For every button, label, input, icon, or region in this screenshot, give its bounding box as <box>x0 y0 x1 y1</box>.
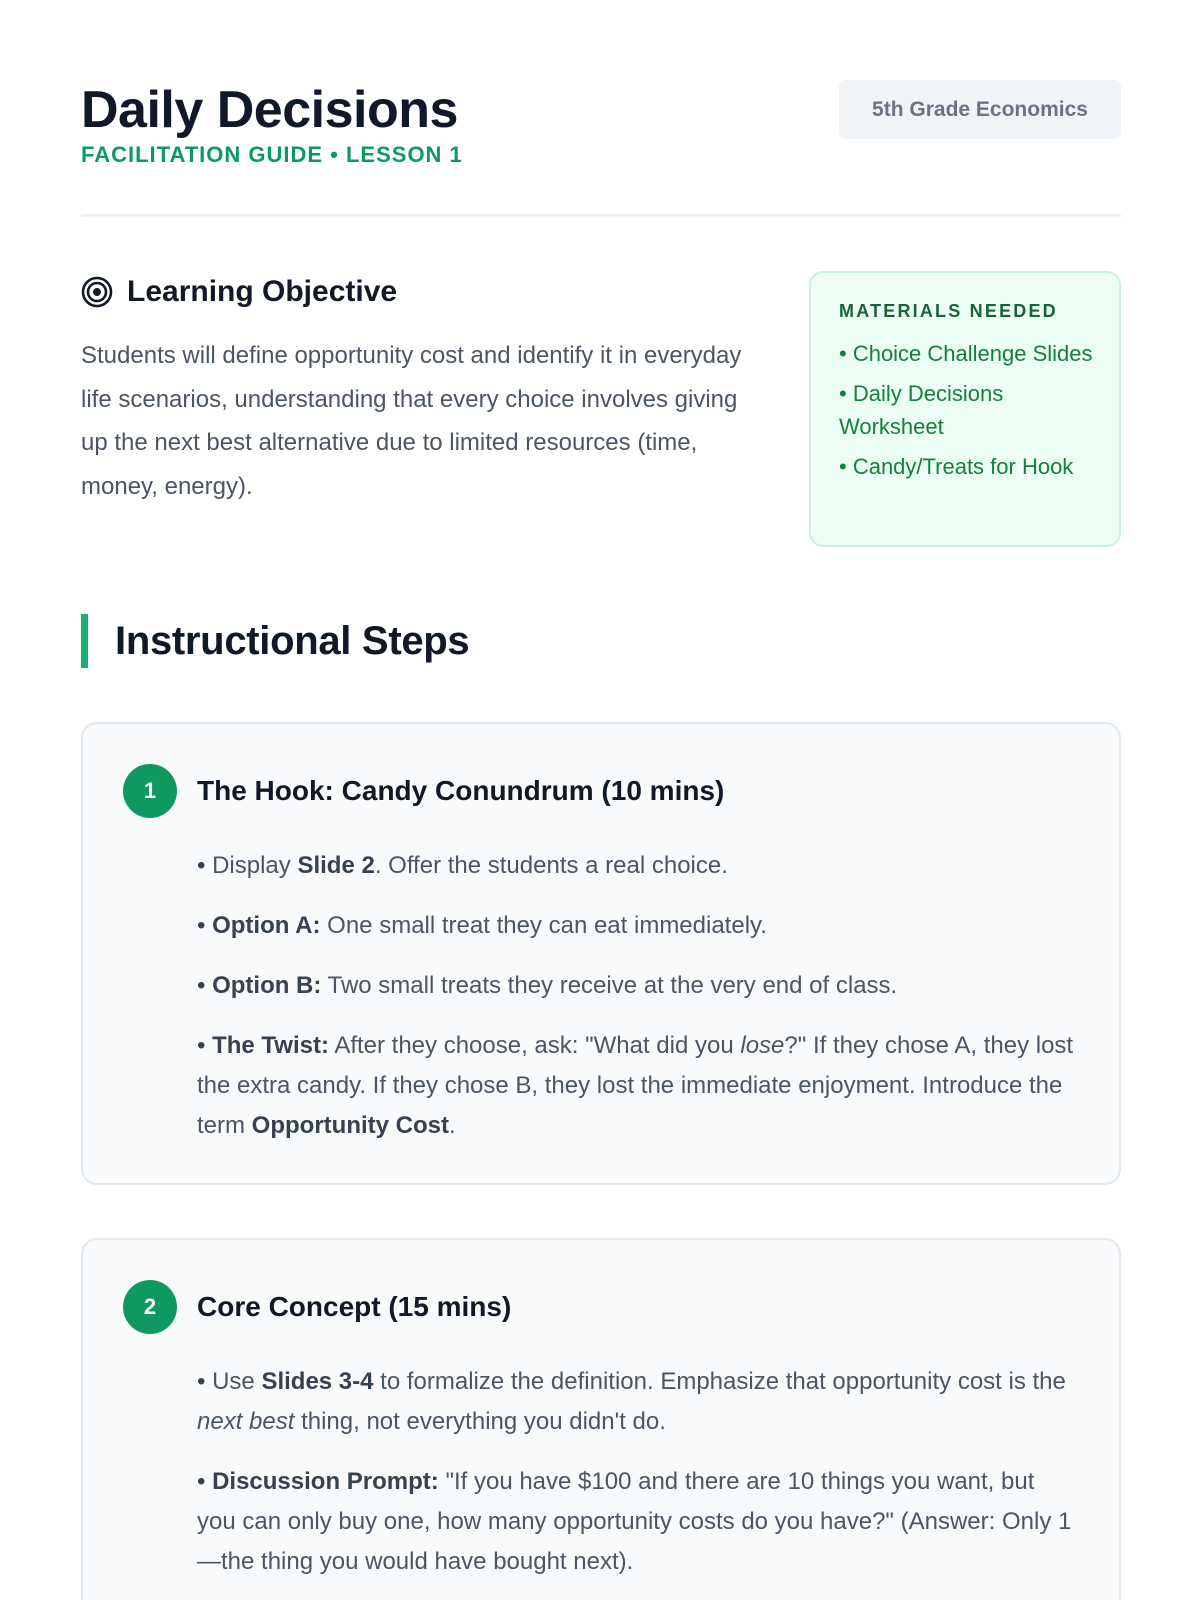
item-emphasis: Slides 3-4 <box>261 1368 374 1395</box>
step-list <box>197 846 1077 1166</box>
step-number-badge: 2 <box>123 1280 177 1334</box>
item-text: Two small treats they receive at the very end of class. <box>321 972 898 999</box>
item-italic: lose <box>740 1032 785 1059</box>
step-item <box>197 966 1077 1006</box>
item-text: Display <box>212 852 298 879</box>
item-text: Use <box>212 1368 262 1395</box>
item-italic: next best <box>197 1408 295 1435</box>
step-item <box>197 1362 1077 1442</box>
item-text: "If you have $100 and there are 10 things you want, but you can only buy one, how many opportunity costs do you have?" (Answer: Only 1—the thing you would have bought next). <box>197 1468 1072 1575</box>
item-text: . Offer the students a real choice. <box>374 852 728 879</box>
materials-item: • Choice Challenge Slides <box>839 341 1093 366</box>
item-emphasis: Option B: <box>212 972 322 999</box>
item-emphasis: Discussion Prompt: <box>212 1468 439 1495</box>
item-emphasis: The Twist: <box>212 1032 329 1059</box>
grade-badge: 5th Grade Economics <box>839 80 1121 139</box>
item-text: . <box>448 1112 456 1139</box>
item-text: One small treat they can eat immediately. <box>320 912 767 939</box>
item-text: to formalize the definition. Emphasize that opportunity cost is the <box>373 1368 1066 1395</box>
bullet: • <box>197 912 206 939</box>
objective-heading <box>81 270 761 314</box>
step-title: Core Concept (15 mins) <box>197 1291 512 1322</box>
page-title: Daily Decisions <box>81 81 458 139</box>
item-emphasis: Slide 2 <box>297 852 375 879</box>
item-text: After they choose, ask: "What did you <box>328 1032 741 1059</box>
learning-objective <box>81 270 761 508</box>
step-card-1 <box>81 722 1121 1185</box>
step-item <box>197 1026 1077 1146</box>
materials-title: MATERIALS NEEDED <box>839 301 1058 321</box>
step-item <box>197 906 1077 946</box>
header-divider <box>81 214 1121 217</box>
target-icon <box>81 276 113 308</box>
instructional-steps-heading <box>81 614 469 668</box>
step-heading <box>123 1280 511 1334</box>
step-item <box>197 846 1077 886</box>
page-subtitle: FACILITATION GUIDE • LESSON 1 <box>81 142 463 167</box>
step-title: The Hook: Candy Conundrum (10 mins) <box>197 775 725 806</box>
section-title: Instructional Steps <box>115 618 470 663</box>
step-heading <box>123 764 724 818</box>
bullet: • <box>197 1368 206 1395</box>
header <box>81 80 1121 216</box>
section-accent-bar <box>81 614 88 668</box>
materials-item: • Candy/Treats for Hook <box>839 454 1074 479</box>
materials-list <box>839 337 1119 483</box>
step-number-badge: 1 <box>123 764 177 818</box>
objective-text: Students will define opportunity cost and identify it in everyday life scenarios, understanding that every choice involves giving up the next best alternative due to limited resources (time, money, energy). <box>81 342 742 500</box>
item-emphasis: Opportunity Cost <box>251 1112 449 1139</box>
step-card-2 <box>81 1238 1121 1600</box>
bullet: • <box>197 972 206 999</box>
item-emphasis: Option A: <box>212 912 321 939</box>
materials-item: • Daily Decisions Worksheet <box>839 381 1004 439</box>
lesson-guide-page <box>81 0 1121 1600</box>
bullet: • <box>197 852 206 879</box>
step-item <box>197 1462 1077 1582</box>
bullet: • <box>197 1468 206 1495</box>
bullet: • <box>197 1032 206 1059</box>
item-text: thing, not everything you didn't do. <box>294 1408 666 1435</box>
objective-title: Learning Objective <box>127 275 398 308</box>
item-text: ?" If they chose A, they lost the extra candy. If they chose B, they lost the immediate enjoyment. Introduce the term <box>197 1032 1074 1139</box>
materials-box <box>809 271 1121 547</box>
step-list <box>197 1362 1077 1600</box>
